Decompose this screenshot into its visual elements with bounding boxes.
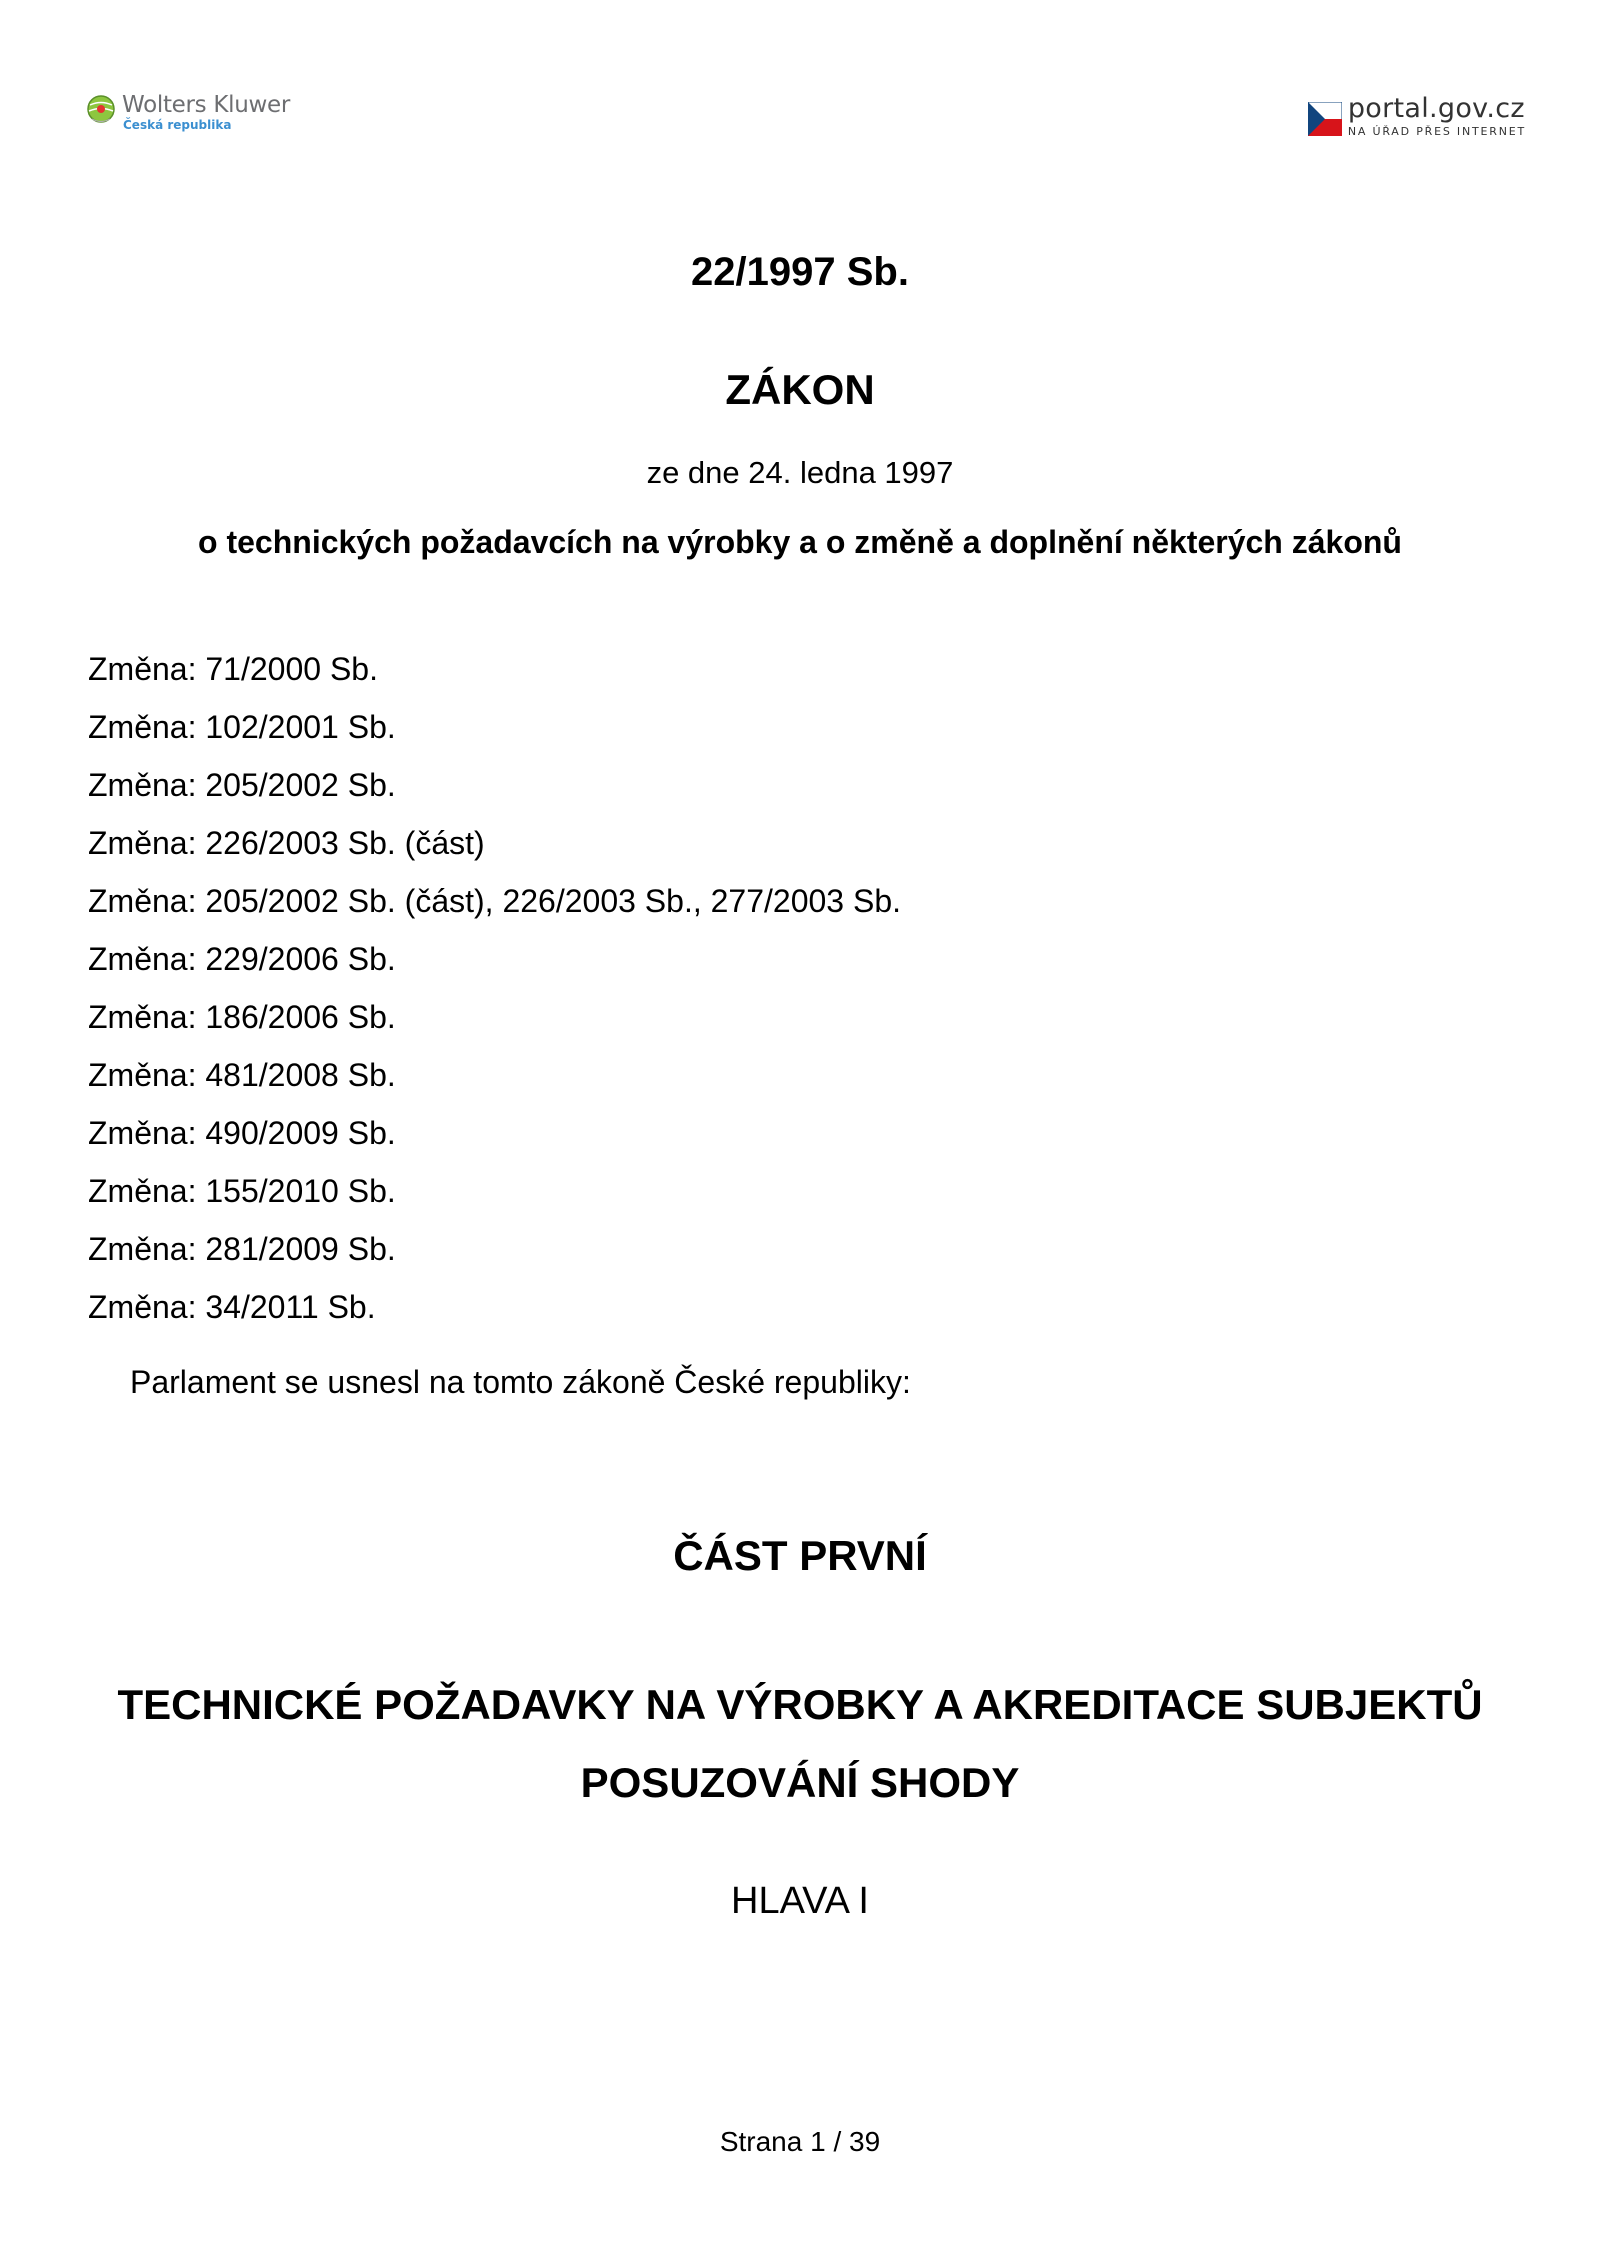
amendment-item: Změna: 281/2009 Sb. — [88, 1231, 396, 1267]
amendment-item: Změna: 490/2009 Sb. — [88, 1115, 396, 1151]
amendments-list — [88, 640, 901, 1336]
wolters-kluwer-subtitle: Česká republika — [123, 118, 232, 132]
head-title: HLAVA I — [731, 1880, 869, 1922]
page-number: Strana 1 / 39 — [719, 2126, 881, 2157]
portal-gov-name: portal.gov.cz — [1347, 93, 1525, 124]
portal-gov-subtitle: NA ÚŘAD PŘES INTERNET — [1347, 125, 1526, 138]
amendment-item: Změna: 205/2002 Sb. — [88, 767, 396, 803]
amendment-item: Změna: 229/2006 Sb. — [88, 941, 396, 977]
document-number: 22/1997 Sb. — [691, 250, 909, 294]
wolters-kluwer-logo — [86, 92, 290, 132]
portal-gov-logo — [1308, 94, 1526, 139]
czech-flag-icon — [1308, 102, 1342, 136]
preamble-text: Parlament se usnesl na tomto zákoně České republiky: — [130, 1364, 911, 1400]
amendment-item: Změna: 102/2001 Sb. — [88, 709, 396, 745]
document-type: ZÁKON — [725, 366, 875, 413]
amendment-item: Změna: 186/2006 Sb. — [88, 999, 396, 1035]
amendment-item: Změna: 34/2011 Sb. — [88, 1289, 376, 1325]
amendment-item: Změna: 226/2003 Sb. (část) — [88, 825, 485, 861]
part-subtitle: TECHNICKÉ POŽADAVKY NA VÝROBKY A AKREDITACE SUBJEKTŮ POSUZOVÁNÍ SHODY — [117, 1681, 1483, 1806]
amendment-item: Změna: 155/2010 Sb. — [88, 1173, 396, 1209]
document-subject: o technických požadavcích na výrobky a o změně a doplnění některých zákonů — [198, 524, 1402, 560]
wolters-kluwer-name: Wolters Kluwer — [122, 92, 291, 118]
amendment-item: Změna: 71/2000 Sb. — [88, 651, 378, 687]
amendment-item: Změna: 205/2002 Sb. (část), 226/2003 Sb., 277/2003 Sb. — [88, 883, 901, 919]
amendment-item: Změna: 481/2008 Sb. — [88, 1057, 396, 1093]
wolters-kluwer-globe-icon — [86, 94, 116, 124]
document-date: ze dne 24. ledna 1997 — [646, 455, 954, 490]
part-title: ČÁST PRVNÍ — [673, 1532, 927, 1579]
